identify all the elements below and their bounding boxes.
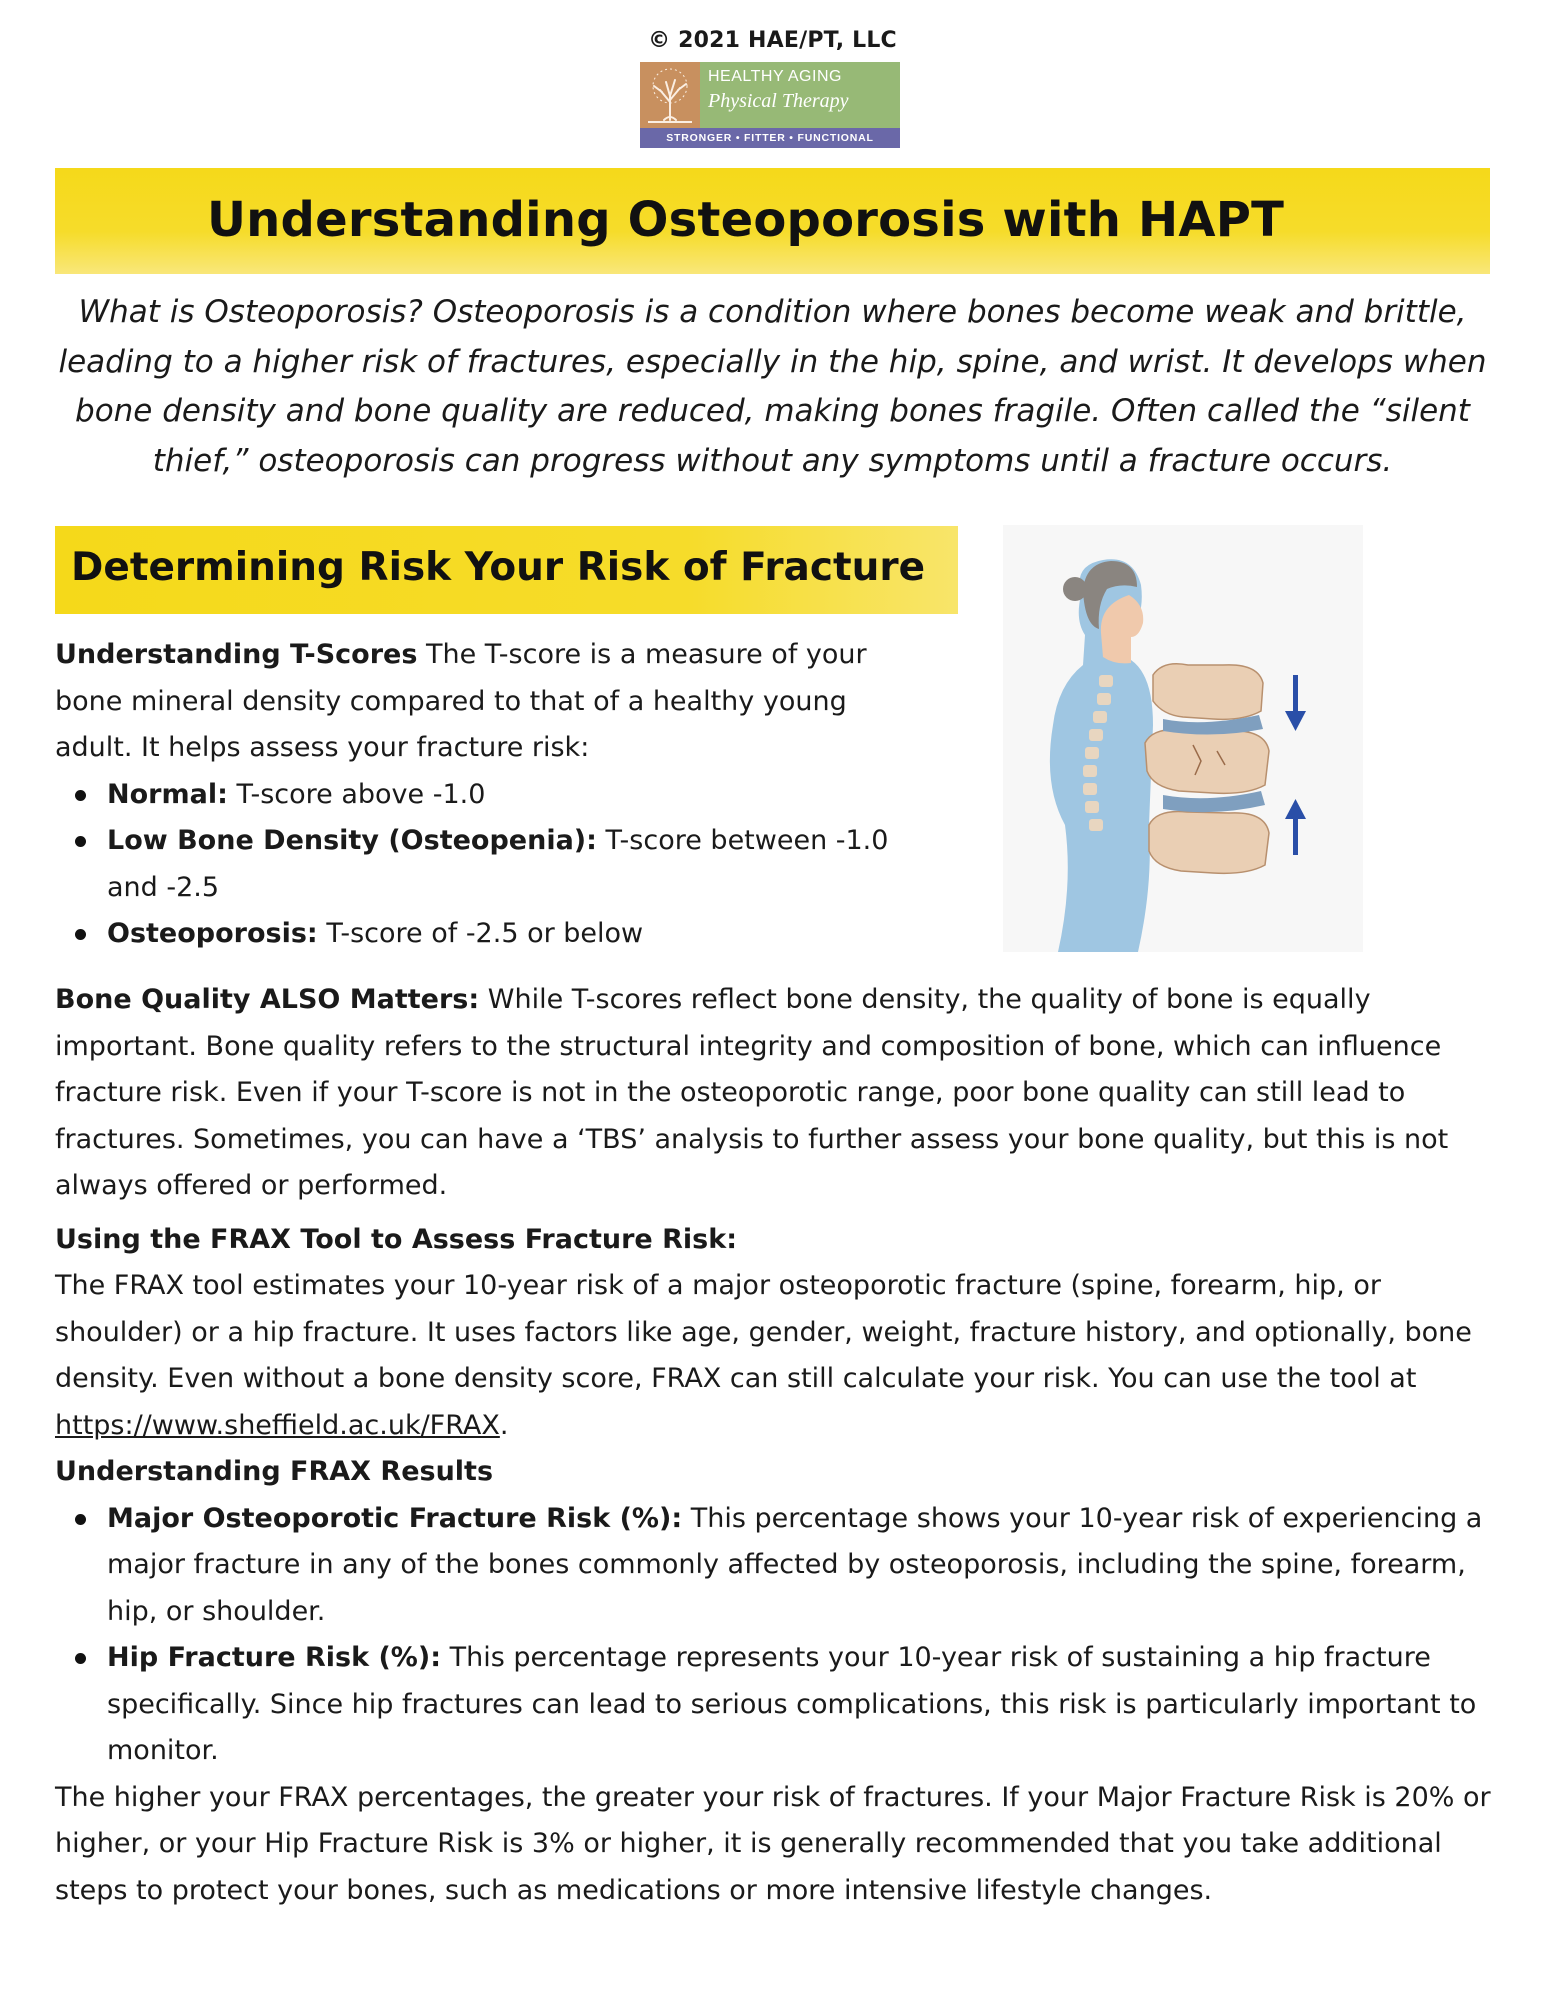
bone-quality-heading: Bone Quality ALSO Matters: — [55, 984, 480, 1015]
frax-body: The FRAX tool estimates your 10-year risk of a major osteoporotic fracture (spine, forearm, hip, or shoulder) or a hip fracture. It uses factors like age, gender, weight, fracture history, and optionally, bone density. Even without a bone density score, FRAX can still calculate your risk. You can use the tool at — [55, 1270, 1472, 1394]
list-item — [55, 1635, 1495, 1775]
list-item — [55, 772, 915, 819]
list-item — [55, 1496, 1495, 1636]
list-item-text: T-score between -1.0 and -2.5 — [107, 825, 889, 903]
section-banner — [55, 526, 958, 614]
list-item-label: Normal: — [107, 778, 228, 810]
logo-line1: HEALTHY AGING — [708, 68, 842, 85]
list-item-label: Hip Fracture Risk (%): — [107, 1642, 441, 1673]
list-item-text: T-score above -1.0 — [227, 778, 486, 810]
list-item — [55, 911, 915, 958]
list-item-label: Low Bone Density (Osteopenia): — [107, 825, 597, 856]
logo-tagline: STRONGER • FITTER • FUNCTIONAL — [640, 128, 900, 148]
frax-results-heading — [55, 1449, 1495, 1496]
hapt-logo — [640, 62, 900, 148]
frax-heading-text: Using the FRAX Tool to Assess Fracture Risk: — [55, 1223, 738, 1255]
page-title: Understanding Osteoporosis with HAPT — [207, 192, 1285, 248]
frax-heading — [55, 1217, 1495, 1264]
intro-paragraph: What is Osteoporosis? Osteoporosis is a condition where bones become weak and brittle, leading to a higher risk of fractures, especially in the hip, spine, and wrist. It develops when bone density and bone quality are reduced, making bones fragile. Often called the “silent thief,” osteoporosis can progress without any symptoms until a fracture occurs. — [58, 294, 1487, 479]
section-heading: Determining Risk Your Risk of Fracture — [71, 545, 926, 590]
bone-quality-body: While T-scores reflect bone density, the quality of bone is equally important. Bone quality refers to the structural integrity and composition of bone, which can influence fracture risk. Even if your T-score is not in the osteoporotic range, poor bone quality can still lead to fractures. Sometimes, you can have a ‘TBS’ analysis to further assess your bone quality, but this is not always offered or performed. — [55, 984, 1449, 1201]
list-item-label: Osteoporosis: — [107, 918, 318, 949]
spine-illustration — [1003, 525, 1363, 952]
tscore-column — [55, 632, 915, 958]
tscore-paragraph — [55, 632, 915, 772]
tscore-list — [55, 772, 915, 958]
frax-paragraph — [55, 1263, 1495, 1449]
copyright-notice: © 2021 HAE/PT, LLC — [648, 28, 897, 53]
logo-line2: Physical Therapy — [708, 90, 849, 112]
tscore-body: The T-score is a measure of your bone mineral density compared to that of a healthy young adult. It helps assess your fracture risk: — [55, 639, 867, 763]
list-item — [55, 818, 915, 911]
frax-results-list — [55, 1496, 1495, 1775]
bone-quality-paragraph — [55, 977, 1495, 1210]
list-item-text: This percentage shows your 10-year risk of experiencing a major fracture in any of the bones commonly affected by osteoporosis, including the spine, forearm, hip, or shoulder. — [107, 1502, 1483, 1627]
title-banner — [55, 168, 1490, 274]
frax-results-heading-text: Understanding FRAX Results — [55, 1456, 494, 1487]
list-item-label: Major Osteoporotic Fracture Risk (%): — [107, 1502, 683, 1534]
list-item-text: This percentage represents your 10-year risk of sustaining a hip fracture specifically. Since hip fractures can lead to serious complications, this risk is particularly important to monitor. — [107, 1642, 1477, 1766]
tscore-heading: Understanding T-Scores — [55, 639, 418, 670]
list-item-text: T-score of -2.5 or below — [317, 918, 644, 949]
closing-paragraph: The higher your FRAX percentages, the greater your risk of fractures. If your Major Fracture Risk is 20% or higher, or your Hip Fracture Risk is 3% or higher, it is generally recommended that you take additional steps to protect your bones, such as medications or more intensive lifestyle changes. — [55, 1781, 1491, 1906]
tree-icon — [640, 62, 700, 128]
frax-body-end: . — [499, 1409, 509, 1441]
frax-link[interactable]: https://www.sheffield.ac.uk/FRAX — [55, 1409, 500, 1441]
main-content — [55, 977, 1495, 1914]
